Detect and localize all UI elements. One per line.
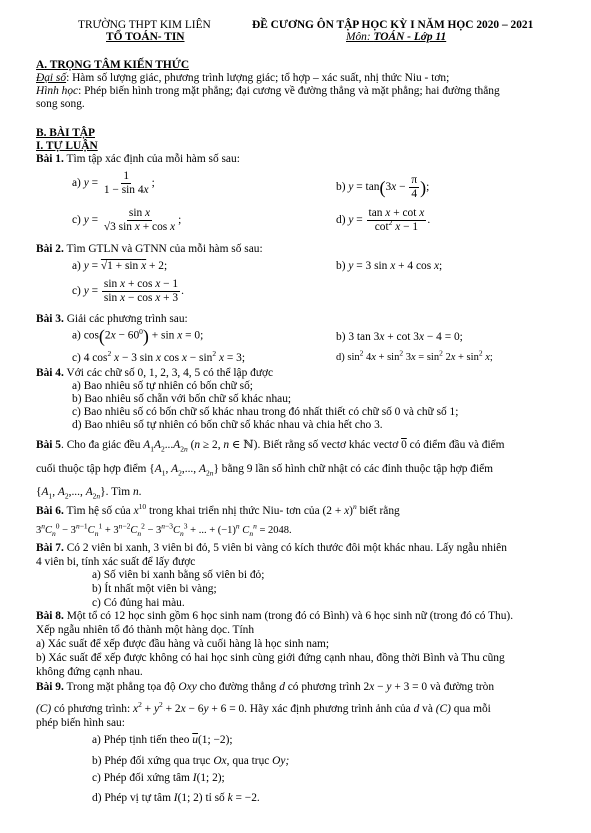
- exercise-9-text-1: Trong mặt phẳng tọa độ: [63, 681, 179, 693]
- exercise-6-formula: $3^nC_n^0 - 3^{n-1}C_n^1 + 3^{n-2}C_n^2 - 3^{n-3}C_n^3$ + ... + $(-1)^n$ $C_n^n = 2048$.: [36, 521, 292, 539]
- exercise-3d-formula: d) $\sin^2 4x + \sin^2 3x = \sin^2 2x + \sin^2 x$;: [336, 348, 493, 363]
- exercise-8-text-1: Một tổ có 12 học sinh gồm 6 học sinh nam (trong đó có Bình) và 6 học sinh nữ (trong đó có Thu).: [63, 610, 514, 622]
- exercise-9-text-4: và đường tròn: [427, 681, 495, 693]
- subject-line: [346, 30, 446, 44]
- exercise-5-text-2: . Biết rằng số vectơ khác vectơ: [257, 439, 402, 451]
- exercise-3c-formula: c) 4 $\cos^2 x - 3$ sin x $\cos x - \sin^2 x = 3$;: [72, 349, 246, 364]
- exercise-1a-formula: a) y = $\frac{1}{1 - \sin 4x}$ ;: [72, 170, 155, 196]
- exercise-4b: b) Bao nhiêu số chẵn với bốn chữ số khác nhau;: [72, 393, 292, 405]
- document-title: ĐỀ CƯƠNG ÔN TẬP HỌC KỲ I NĂM HỌC 2020 – 2021: [252, 19, 534, 31]
- exercise-3b-formula: b) 3 tan 3x + cot 3x − 4 = 0;: [336, 331, 463, 343]
- section-a-heading: A. TRỌNG TÂM KIẾN THỨC: [36, 59, 190, 71]
- exercise-5-text-1: . Cho đa giác đều: [61, 439, 144, 451]
- exercise-9-text-2: cho đường thẳng: [196, 681, 280, 693]
- exercise-5-line-1: Bài 5. Cho đa giác đều $A_1A_2...A_{2n}$ (n ≥ 2, n ∈ ℕ). Biết rằng số vectơ khác vectơ 0 có điểm đầu và điểm: [36, 439, 505, 454]
- exercise-5-line-2: cuối thuộc tập hợp điểm {$A_1$, $A_2$,..., $A_{2n}$} bằng 9 lần số hình chữ nhật có các đỉnh thuộc tập hợp điểm: [36, 463, 494, 478]
- exercise-5-text-3: có điểm đầu và điểm: [406, 439, 505, 451]
- exercise-4-label: Bài 4.: [36, 367, 64, 379]
- exercise-6-label: Bài 6.: [36, 505, 64, 517]
- exercise-9c-text: c) Phép đối xứng tâm: [92, 772, 193, 784]
- exercise-7a: a) Số viên bi xanh bằng số viên bi đỏ;: [92, 569, 265, 581]
- exercise-2-label: Bài 2.: [36, 243, 64, 255]
- exercise-9-text-7: và: [419, 703, 436, 715]
- exercise-9b: b) Phép đối xứng qua trục Ox, qua trục Oy;: [92, 755, 290, 767]
- exercise-8-label: Bài 8.: [36, 610, 64, 622]
- exercise-4-prompt: [36, 366, 273, 380]
- exercise-1-label: Bài 1.: [36, 153, 64, 165]
- exercise-7-line-1: [36, 541, 507, 555]
- exercise-8b-line-1: b) Xác suất để xếp được không có hai học sinh cùng giới đứng cạnh nhau, đồng thời Bình và Thu cũng: [36, 652, 505, 664]
- section-b-subheading: I. TỰ LUẬN: [36, 140, 98, 152]
- exercise-3a-formula: a) $\cos(2x - 60^0) + \sin x = 0$;: [72, 326, 204, 346]
- subject-value: TOÁN - Lớp 11: [373, 31, 447, 43]
- exercise-1b-formula: b) y = tan(3x − $\frac{\pi}{4}$ );: [336, 174, 430, 200]
- exercise-8-line-2: Xếp ngẫu nhiên tổ đó thành một hàng dọc. Tính: [36, 624, 255, 636]
- exercise-6-text-3: biết rằng: [356, 505, 400, 517]
- exercise-7-text-1: Có 2 viên bi xanh, 3 viên bi đỏ, 5 viên bi vàng có kích thước đôi một khác nhau. Lấy ngẫu nhiên: [63, 542, 507, 554]
- geometry-line: [36, 84, 500, 98]
- exercise-4a: a) Bao nhiêu số tự nhiên có bốn chữ số;: [72, 380, 253, 392]
- exercise-9-label: Bài 9.: [36, 681, 64, 693]
- exercise-9-text-5: có phương trình:: [51, 703, 133, 715]
- algebra-label: Đại số: [36, 72, 67, 84]
- exercise-4c: c) Bao nhiêu số có bốn chữ số khác nhau trong đó nhất thiết có chữ số 0 và chữ số 1;: [72, 406, 459, 418]
- exercise-2a-formula: a) y = √1 + sin x + 2;: [72, 260, 168, 272]
- exercise-4d: d) Bao nhiêu số tự nhiên có bốn chữ số khác nhau và chia hết cho 3.: [72, 419, 383, 431]
- exercise-7b: b) Ít nhất một viên bi vàng;: [92, 583, 217, 595]
- exercise-6-line-1: Bài 6. Tìm hệ số của $x^{10}$ trong khai triển nhị thức Niu- tơn của $(2 + x)^n$ biết rằng: [36, 502, 400, 517]
- exercise-5-line-3: {$A_1$, $A_2$,..., $A_{2n}$}. Tìm n.: [36, 486, 142, 501]
- exercise-6-text-1: Tìm hệ số của: [63, 505, 134, 517]
- exercise-2-prompt: [36, 242, 263, 256]
- geometry-text: : Phép biến hình trong mặt phẳng; đại cương về đường thẳng và mặt phẳng; hai đường thẳng: [78, 85, 500, 97]
- school-name: TRƯỜNG THPT KIM LIÊN: [78, 19, 211, 31]
- exercise-9a-text: a) Phép tịnh tiến theo: [92, 734, 193, 746]
- exercise-5-text-4: cuối thuộc tập hợp điểm: [36, 463, 150, 475]
- exercise-7-label: Bài 7.: [36, 542, 64, 554]
- exercise-2b-formula: b) y = 3 sin x + 4 cos x;: [336, 260, 443, 272]
- exercise-9d: d) Phép vị tự tâm I(1; 2) tỉ số k = −2.: [92, 792, 260, 804]
- exercise-9b-text-1: b) Phép đối xứng qua trục: [92, 755, 214, 767]
- exercise-9b-text-2: , qua trục: [226, 755, 273, 767]
- section-b-heading: B. BÀI TẬP: [36, 127, 95, 139]
- exercise-9a: a) Phép tịnh tiến theo $\overline{u}(1$; −2);: [92, 734, 233, 746]
- exercise-9-text-3: có phương trình: [284, 681, 364, 693]
- exercise-7-line-2: 4 viên bi, tính xác suất để lấy được: [36, 556, 196, 568]
- exercise-8b-line-2: không đứng cạnh nhau.: [36, 666, 143, 678]
- exercise-5-label: Bài 5: [36, 439, 62, 451]
- exercise-7c: c) Có đủng hai màu.: [92, 597, 185, 609]
- exercise-1c-formula: c) y = $\frac{\text{sin x}}{\text{√3 sin x + cos x}}$ ;: [72, 207, 182, 233]
- exercise-1-prompt: [36, 152, 240, 166]
- geometry-label: Hình học: [36, 85, 79, 97]
- exercise-3-label: Bài 3.: [36, 313, 64, 325]
- exercise-3-text: Giải các phương trình sau:: [63, 313, 188, 325]
- exercise-2c-formula: c) y = $\frac{\text{sin x + cos x − 1}}{\text{sin x − cos x + 3}}$ .: [72, 278, 184, 304]
- exercise-1-text: Tìm tập xác định của mỗi hàm số sau:: [63, 153, 240, 165]
- department-name: TỔ TOÁN- TIN: [106, 31, 185, 43]
- geometry-line-2: song song.: [36, 98, 85, 110]
- exercise-5-text-6: . Tìm: [105, 486, 133, 498]
- algebra-line: [36, 71, 449, 85]
- exercise-1d-formula: d) y = $\frac{\text{tan x + cot x}}{\cot^2 x - 1}$ .: [336, 207, 431, 233]
- exercise-9-text-6: . Hãy xác định phương trình ảnh của: [244, 703, 414, 715]
- algebra-text: : Hàm số lượng giác, phương trình lượng giác; tổ hợp – xác suất, nhị thức Niu - tơn;: [66, 72, 450, 84]
- exercise-9d-text-1: d) Phép vị tự tâm: [92, 792, 174, 804]
- exercise-5-text-5: bằng 9 lần số hình chữ nhật có các đỉnh thuộc tập hợp điểm: [218, 463, 494, 475]
- exercise-9-line-1: Bài 9. Trong mặt phẳng tọa độ Oxy cho đường thẳng d có phương trình 2x − y + 3 = 0 và đường tròn: [36, 681, 495, 693]
- exercise-4-text: Với các chữ số 0, 1, 2, 3, 4, 5 có thể lập được: [63, 367, 274, 379]
- exercise-9c: c) Phép đối xứng tâm I(1; 2);: [92, 772, 225, 784]
- exercise-2-text: Tìm GTLN và GTNN của mỗi hàm số sau:: [63, 243, 263, 255]
- subject-label: Môn:: [346, 31, 374, 43]
- exercise-9-line-3: phép biến hình sau:: [36, 717, 125, 729]
- exercise-8a: a) Xác suất để xếp được đầu hàng và cuối hàng là học sinh nam;: [36, 638, 330, 650]
- exercise-9d-text-2: tỉ số: [202, 792, 228, 804]
- exercise-9-text-8: qua mỗi: [450, 703, 491, 715]
- exercise-6-text-2: trong khai triển nhị thức Niu- tơn của: [146, 505, 323, 517]
- exercise-9-line-2: (C) có phương trình: $x^2 + y^2 + 2x - 6y + 6 = 0$. Hãy xác định phương trình ảnh của d và (C) qua mỗi: [36, 700, 491, 715]
- exercise-3-prompt: [36, 312, 188, 326]
- exercise-8-line-1: [36, 609, 513, 623]
